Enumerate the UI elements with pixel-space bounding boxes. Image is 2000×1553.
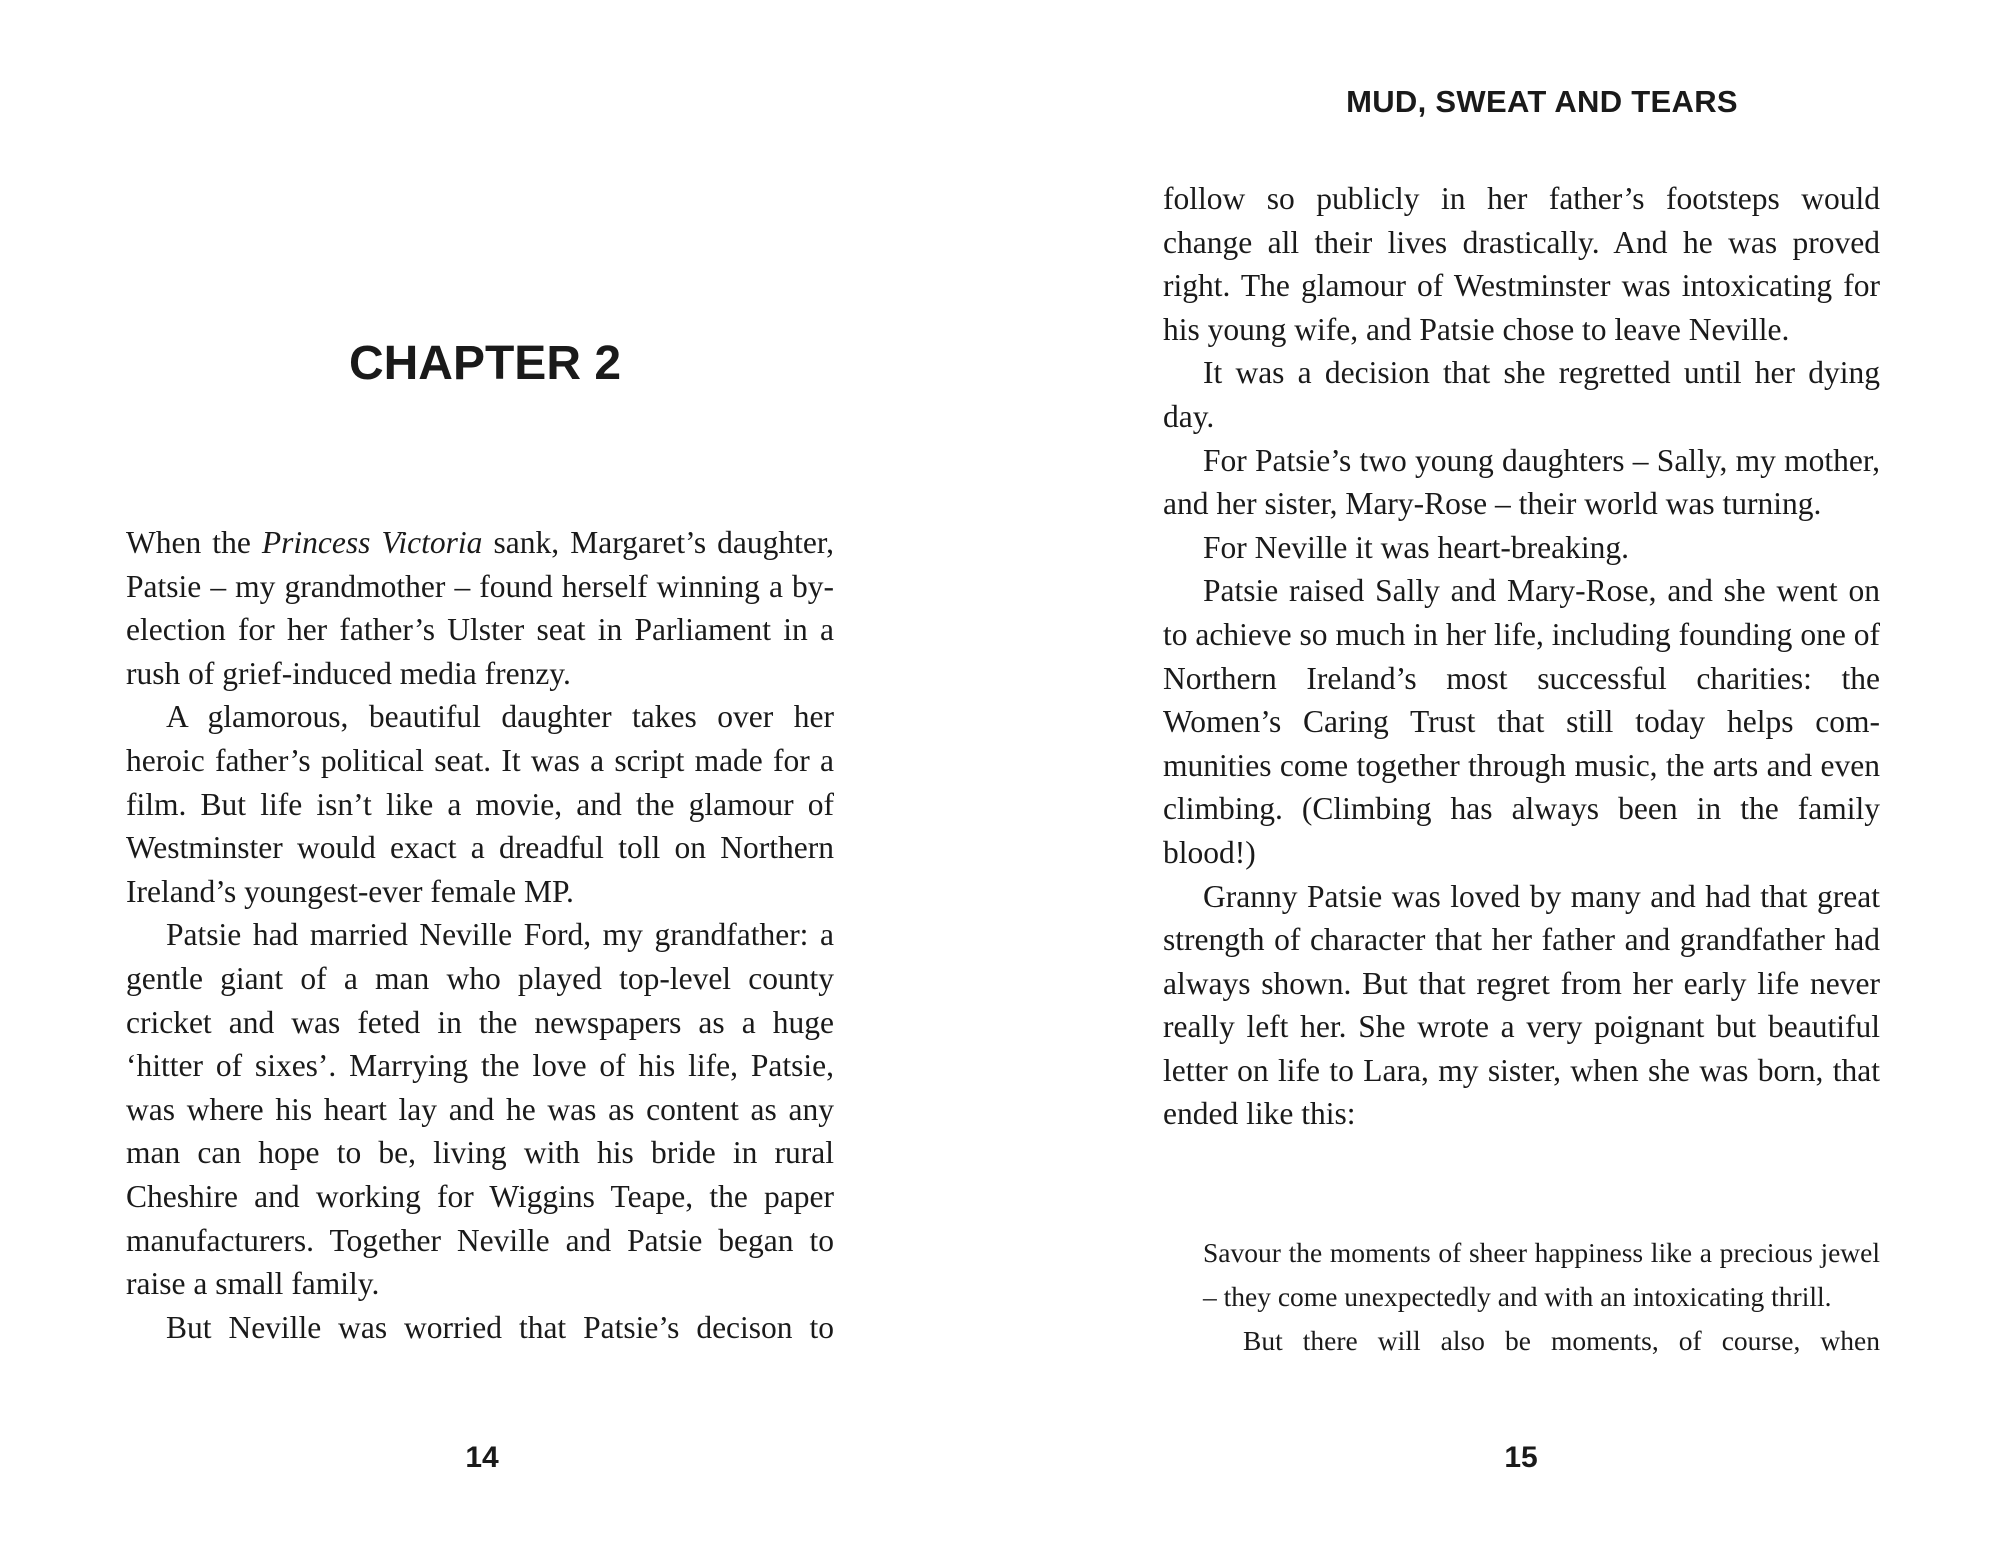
- paragraph: follow so publicly in her father’s footsteps would change all their lives drastically. And he was proved right. The glamour of Westminster was intoxicating for his young wife, and Patsie chose to leave Neville.: [1163, 181, 1880, 347]
- ship-name: Princess Victoria: [261, 525, 483, 560]
- paragraph: Patsie raised Sally and Mary-Rose, and she went on to achieve so much in her life, including founding one of Northern Ireland’s most successful charities: the Women’s Caring Trust that still today helps communities come together through music, the arts and even climbing. (Climbing has always been in the family blood!): [1163, 573, 1880, 870]
- quote-paragraph: But there will also be moments, of course, when: [1243, 1325, 1880, 1356]
- right-page-body: [1163, 177, 1880, 1136]
- paragraph: [126, 521, 834, 695]
- letter-quote: [1203, 1231, 1880, 1363]
- paragraph: It was a decision that she regretted until her dying day.: [1163, 355, 1880, 434]
- paragraph: Patsie had married Neville Ford, my grandfather: a gentle giant of a man who played top-level county cricket and was feted in the newspapers as a huge ‘hitter of sixes’. Marrying the love of his life, Patsie, was where his heart lay and he was as content as any man can hope to be, living with his bride in rural Cheshire and working for Wiggins Teape, the paper manufacturers. Together Neville and Patsie began to raise a small family.: [126, 917, 834, 1302]
- left-page-body: [126, 521, 834, 1349]
- running-head: MUD, SWEAT AND TEARS: [1346, 84, 1738, 119]
- quote-paragraph: Savour the moments of sheer happiness like a precious jewel – they come unexpectedly and with an intoxicating thrill.: [1203, 1237, 1880, 1312]
- right-page: [1000, 0, 2000, 1553]
- paragraph-text: When the: [126, 525, 262, 560]
- chapter-title: CHAPTER 2: [348, 337, 622, 390]
- paragraph: For Patsie’s two young daughters – Sally, my mother, and her sister, Mary-Rose – their world was turning.: [1163, 442, 1880, 522]
- paragraph: But Neville was worried that Patsie’s decison to: [166, 1309, 834, 1345]
- paragraph: A glamorous, beautiful daughter takes over her heroic father’s political seat. It was a script made for a film. But life isn’t like a movie, and the glamour of Westminster would exact a dreadful toll on Northern Ireland’s youngest-ever female MP.: [126, 699, 834, 909]
- page-number: 15: [1504, 1441, 1538, 1474]
- paragraph: For Neville it was heart-breaking.: [1203, 529, 1629, 565]
- paragraph-text: sank, Margaret’s daughter, Patsie – my grandmother – found herself winning a by-election for her father’s Ulster seat in Parliament in a rush of grief-induced media frenzy.: [126, 525, 834, 691]
- page-number: 14: [465, 1441, 499, 1474]
- paragraph: Granny Patsie was loved by many and had that great strength of character that her father and grandfather had always shown. But that regret from her early life never really left her. She wrote a very poignant but beautiful letter on life to Lara, my sister, when she was born, that ended like this:: [1163, 878, 1880, 1132]
